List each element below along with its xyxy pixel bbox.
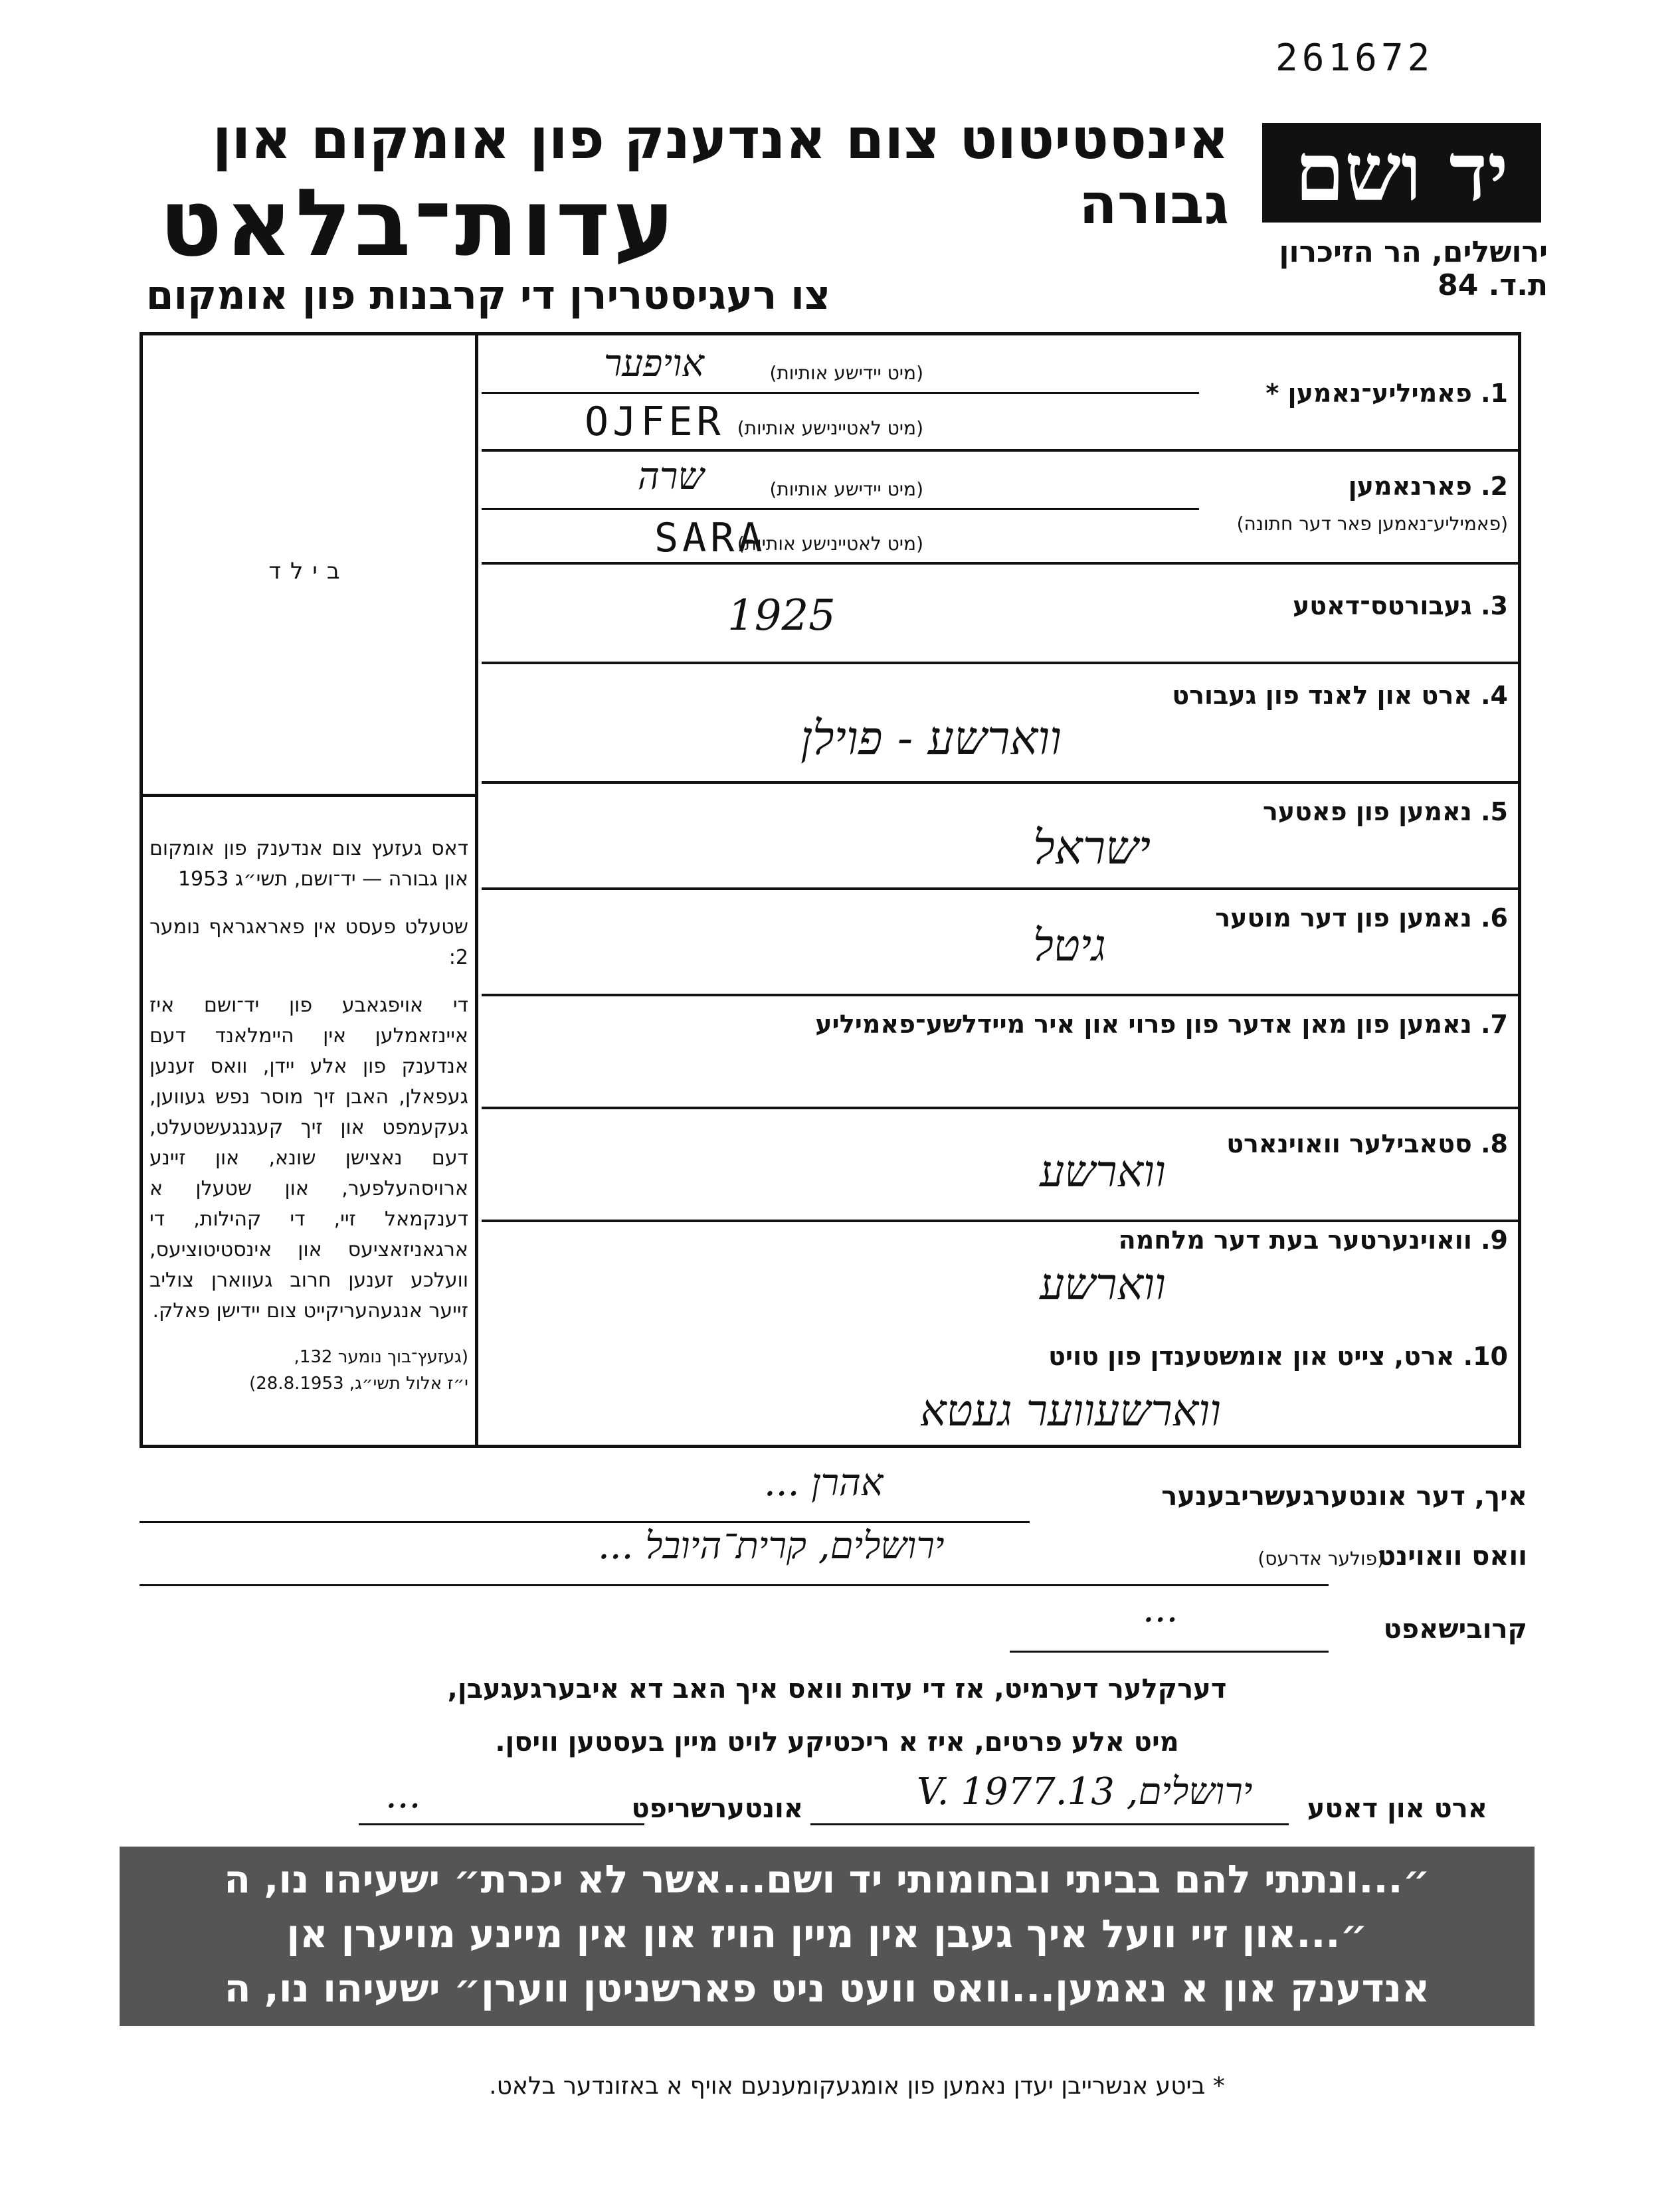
field-row-6 bbox=[482, 890, 1521, 996]
field-8-label: 8. סטאבילער וואוינארט bbox=[1226, 1129, 1508, 1158]
field-2-latin-value[interactable]: SARA bbox=[654, 515, 767, 561]
signature-value[interactable]: ... bbox=[385, 1774, 421, 1817]
field-row-7 bbox=[482, 996, 1521, 1109]
institute-title: אינסטיטוט צום אנדענק פון אומקום און גבורה bbox=[212, 106, 1229, 236]
submitter-address-line bbox=[140, 1584, 1329, 1586]
field-row-8 bbox=[482, 1109, 1521, 1222]
relation-value[interactable]: ... bbox=[1143, 1588, 1178, 1631]
decree-intro: דאס געזעץ צום אנדענק פון אומקום און גבורה — יד־ושם, תשי״ג 1953 bbox=[149, 837, 468, 891]
field-7-label: 7. נאמען פון מאן אדער פון פרוי און איר מיידלשע־פאמיליע bbox=[815, 1010, 1508, 1039]
banner-line-1: ״...ונתתי להם בביתי ובחומותי יד ושם...אשר לא יכרת״ ישעיהו נו, ה bbox=[224, 1857, 1430, 1902]
field-9-value[interactable]: ווארשע bbox=[1040, 1259, 1166, 1310]
field-5-label: 5. נאמען פון פאטער bbox=[1262, 797, 1508, 826]
field-2-subline bbox=[482, 508, 1199, 510]
banner-line-3: אנדענק און א נאמען...וואס וועט ניט פארשניטן ווערן״ ישעיהו נו, ה bbox=[224, 1965, 1430, 2011]
declaration-line-2: מיט אלע פרטים, איז א ריכטיקע לויט מיין בעסטען וויסן. bbox=[495, 1727, 1179, 1758]
field-1-label: 1. פאמיליע־נאמען * bbox=[1265, 379, 1508, 408]
field-1-latin-hint: (מיט לאטיינישע אותיות) bbox=[737, 417, 923, 439]
field-6-value[interactable]: גיטל bbox=[1033, 920, 1106, 971]
field-6-label: 6. נאמען פון דער מוטער bbox=[1215, 903, 1508, 933]
field-9-label: 9. וואוינערטער בעת דער מלחמה bbox=[1118, 1226, 1508, 1255]
field-row-4 bbox=[482, 664, 1521, 784]
signature-label: אונטערשריפט bbox=[631, 1793, 803, 1824]
field-row-5 bbox=[482, 784, 1521, 890]
relation-label: קרובישאפט bbox=[1383, 1614, 1527, 1645]
field-1-subline bbox=[482, 392, 1199, 394]
law-decree bbox=[149, 834, 468, 1397]
submitter-name-value[interactable]: אהרן ... bbox=[764, 1461, 884, 1504]
field-10-value[interactable]: ווארשעווער געטא bbox=[920, 1385, 1222, 1436]
field-2-yiddish-hint: (מיט יידישע אותיות) bbox=[769, 478, 923, 500]
submitter-address-hint: (פולער אדרעס) bbox=[1258, 1548, 1384, 1570]
submitter-address-label: וואס וואוינט bbox=[1377, 1541, 1527, 1572]
submitter-name-label: איך, דער אונטערגעשריבענער bbox=[1161, 1481, 1527, 1512]
submitter-name-line bbox=[140, 1521, 1030, 1523]
field-row-2 bbox=[482, 452, 1521, 565]
form-title: עדות־בלאט bbox=[159, 169, 678, 278]
declaration-line-1: דערקלער דערמיט, אז די עדות וואס איך האב דא איבערגעגעבן, bbox=[447, 1674, 1227, 1704]
field-2-latin-hint: (מיט לאטיינישע אותיות) bbox=[737, 533, 923, 555]
decree-paragraph-ref: שטעלט פעסט אין פאראגראף נומער 2: bbox=[149, 915, 468, 969]
field-2-sublabel: (פאמיליע־נאמען פאר דער חתונה) bbox=[1236, 513, 1508, 535]
decree-ref-line1: (געזעץ־בוך נומער 132, bbox=[294, 1347, 468, 1367]
submitter-address-value[interactable]: ירושלים, קרית־היובל ... bbox=[598, 1524, 945, 1568]
signature-line bbox=[359, 1823, 644, 1825]
field-row-9 bbox=[482, 1222, 1521, 1328]
relation-line bbox=[1010, 1651, 1329, 1653]
field-3-value[interactable]: 1925 bbox=[727, 591, 836, 640]
field-2-yiddish-value[interactable]: שרה bbox=[638, 455, 704, 498]
logo-address bbox=[1249, 236, 1548, 302]
field-10-label: 10. ארט, צייט און אומשטענדן פון טויט bbox=[1048, 1342, 1508, 1371]
field-2-label: 2. פארנאמען bbox=[1348, 472, 1508, 501]
field-row-10 bbox=[482, 1328, 1521, 1448]
field-1-yiddish-value[interactable]: אויפער bbox=[603, 342, 704, 385]
field-5-value[interactable]: ישראל bbox=[1033, 820, 1151, 875]
field-row-1 bbox=[482, 332, 1521, 452]
logo-address-line2: ת.ד. 84 bbox=[1438, 268, 1548, 302]
form-subtitle: צו רעגיסטרירן די קרבנות פון אומקום bbox=[145, 272, 830, 319]
field-4-label: 4. ארט און לאנד פון געבורט bbox=[1172, 681, 1508, 710]
field-1-yiddish-hint: (מיט יידישע אותיות) bbox=[769, 362, 923, 384]
photo-label: בילד bbox=[268, 558, 349, 585]
field-8-value[interactable]: ווארשע bbox=[1040, 1146, 1166, 1197]
field-4-value[interactable]: ווארשע - פוילן bbox=[800, 711, 1062, 765]
decree-ref-line2: י״ז אלול תשי״ג, 28.8.1953) bbox=[249, 1374, 468, 1394]
yad-vashem-logo: יד ושם bbox=[1262, 123, 1541, 223]
banner-line-2: ״...און זיי וועל איך געבן אין מיין הויז און אין מיינע מויערן אן bbox=[286, 1911, 1368, 1956]
decree-body: די אויפגאבע פון יד־ושם איז איינזאמלען אין היימלאנד דעם אנדענק פון אלע יידן, וואס זענען געפאלן, האבן זיך מוסר נפש געווען, געקעמפט און זיך קעגנגעשטעלט, דעם נאצישן שונא, און זיינע ארויסהעלפער, און שטעלן א דענקמאל זיי, די קהילות, די ארגאניזאציעס און אינסטיטוציעס, וועלכע זענען חרוב געווארן צוליב זייער אנגעהעריקייט צום יידישן פאלק. bbox=[149, 994, 468, 1322]
field-row-3 bbox=[482, 565, 1521, 664]
field-1-latin-value[interactable]: OJFER bbox=[585, 399, 725, 445]
logo-address-line1: ירושלים, הר הזיכרון bbox=[1279, 235, 1548, 269]
document-number: 261672 bbox=[1275, 37, 1434, 80]
place-date-line bbox=[810, 1823, 1289, 1825]
place-date-label: ארט און דאטע bbox=[1307, 1793, 1487, 1824]
field-3-label: 3. געבורטס־דאטע bbox=[1292, 591, 1508, 620]
footnote: * ביטע אנשרייבן יעדן נאמען פון אומגעקומענעם אויף א באזונדער בלאט. bbox=[489, 2072, 1225, 2100]
quote-banner bbox=[120, 1847, 1535, 2026]
place-date-value[interactable]: ירושלים, 13.V. 1977 bbox=[917, 1770, 1253, 1813]
